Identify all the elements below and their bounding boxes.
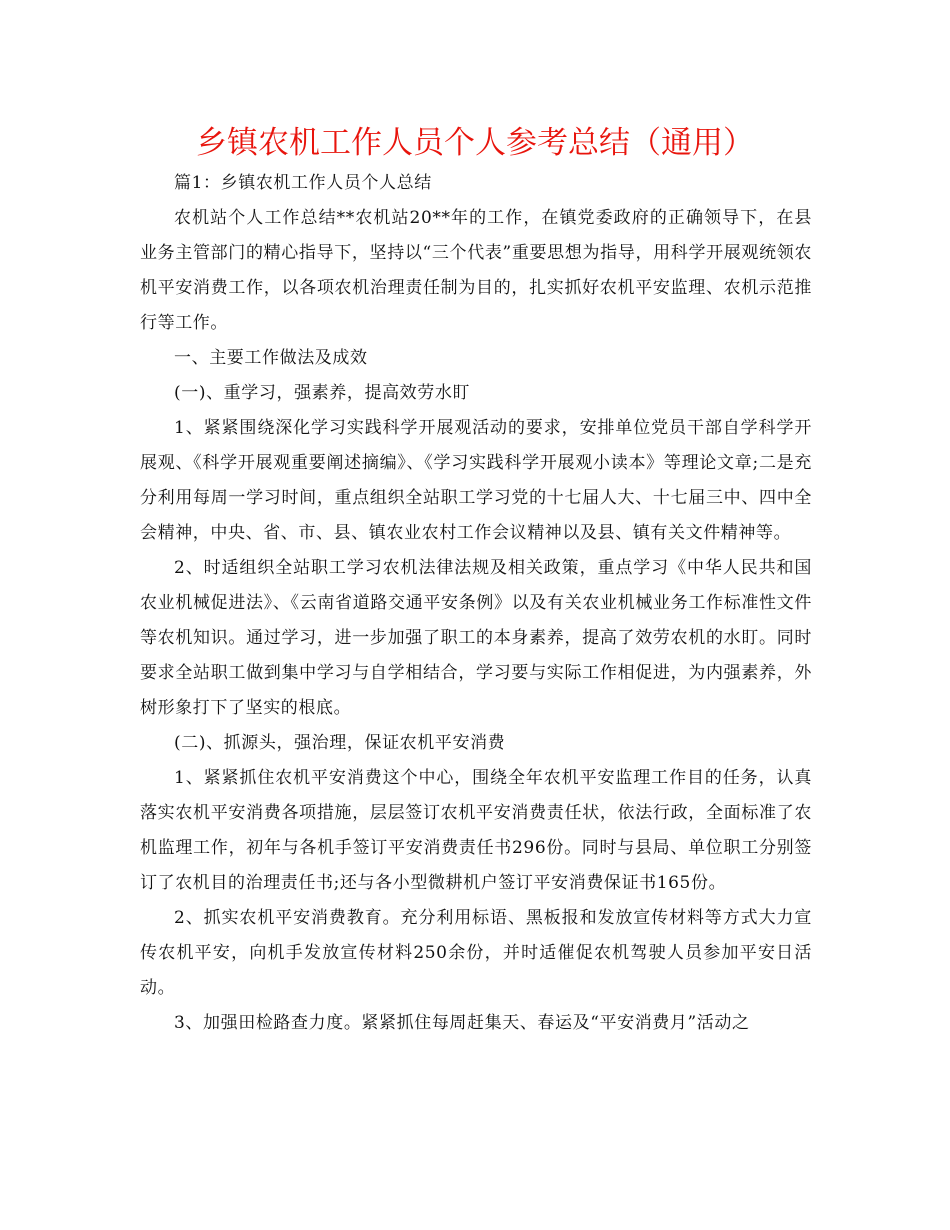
document-body	[140, 166, 812, 1041]
paragraph: 农机站个人工作总结**农机站20**年的工作，在镇党委政府的正确领导下，在县业务主管部门的精心指导下，坚持以“三个代表”重要思想为指导，用科学开展观统领农机平安消费工作，以各项农机治理责任制为目的，扎实抓好农机平安监理、农机示范推行等工作。	[140, 208, 812, 333]
subsection-heading: (二)、抓源头，强治理，保证农机平安消费	[174, 733, 506, 753]
subsection-heading: (一)、重学习，强素养，提高效劳水盯	[174, 383, 471, 403]
paragraph: 2、抓实农机平安消费教育。充分利用标语、黑板报和发放宣传材料等方式大力宣传农机平安，向机手发放宣传材料250余份，并时适催促农机驾驶人员参加平安日活动。	[140, 908, 812, 998]
paragraph: 2、时适组织全站职工学习农机法律法规及相关政策，重点学习《中华人民共和国农业机械促进法》、《云南省道路交通平安条例》以及有关农业机械业务工作标准性文件等农机知识。通过学习，进一步加强了职工的本身素养，提高了效劳农机的水盯。同时要求全站职工做到集中学习与自学相结合，学习要与实际工作相促进，为内强素养，外树形象打下了坚实的根底。	[140, 558, 812, 718]
section-heading: 篇1：乡镇农机工作人员个人总结	[174, 173, 432, 193]
paragraph: 3、加强田检路查力度。紧紧抓住每周赶集天、春运及“平安消费月”活动之	[174, 1013, 750, 1033]
paragraph: 1、紧紧抓住农机平安消费这个中心，围绕全年农机平安监理工作目的任务，认真落实农机平安消费各项措施，层层签订农机平安消费责任状，依法行政，全面标准了农机监理工作，初年与各机手签订平安消费责任书296份。同时与县局、单位职工分别签订了农机目的治理责任书;还与各小型微耕机户签订平安消费保证书165份。	[140, 768, 812, 893]
section-heading: 一、主要工作做法及成效	[174, 348, 368, 368]
document-title: 乡镇农机工作人员个人参考总结（通用）	[196, 125, 754, 161]
paragraph: 1、紧紧围绕深化学习实践科学开展观活动的要求，安排单位党员干部自学科学开展观、《科学开展观重要阐述摘编》、《学习实践科学开展观小读本》等理论文章;二是充分利用每周一学习时间，重点组织全站职工学习党的十七届人大、十七届三中、四中全会精神，中央、省、市、县、镇农业农村工作会议精神以及县、镇有关文件精神等。	[140, 418, 812, 543]
